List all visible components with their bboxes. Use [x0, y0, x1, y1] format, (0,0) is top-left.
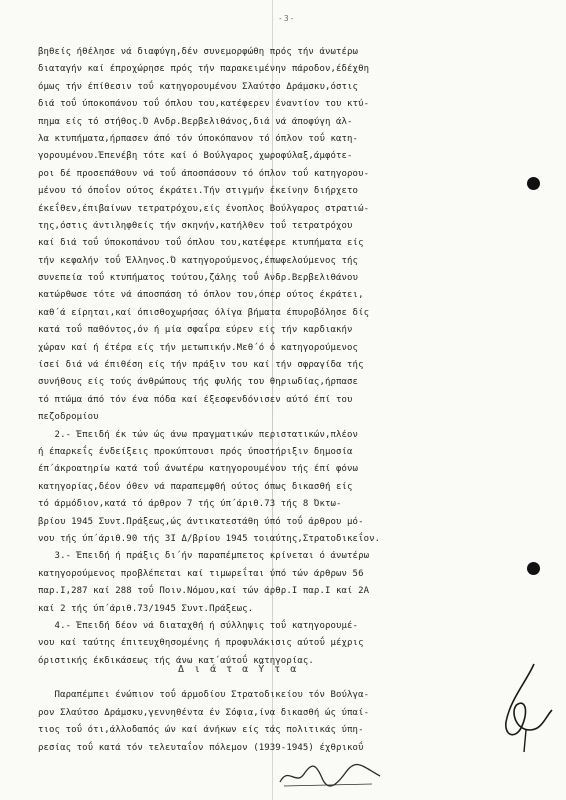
text-line: νου καί ταύτης έπιτευχθησομένης ή προφυλάκισις αύτοΰ μέχρις	[38, 638, 364, 649]
punch-hole	[527, 562, 540, 575]
text-line: λα κτυπήματα,ήρπασεν άπό τόν ύποκόπανον τό όπλον τοΰ κατη-	[38, 133, 359, 144]
text-line: καί διά τοΰ ύποκοπάνου τοΰ όπλου του,κατέφερε κτυπήματα είς	[38, 238, 364, 249]
text-line: καί 2 τής ύπ΄άριθ.73/1945 Συντ.Πράξεως.	[38, 603, 254, 614]
text-line: της,όστις άντιληφθείς τήν σκηνήν,κατήλθεν τοΰ τετρατρόχου	[38, 220, 353, 231]
text-line: συνήθους είς τούς άνθρώπους τής φυλής του θηριωδίας,ήρπασε	[38, 377, 359, 388]
text-line: κατά τοΰ παθόντος,όν ή μία σφαΐρα εύρεν είς τήν καρδιακήν	[38, 325, 353, 336]
text-line: γορουμένου.Έπενέβη τότε καί ό Βούλγαρος χωροφύλαξ,άμφότε-	[38, 151, 353, 162]
text-line: χώραν καί ή έτέρα είς τήν μετωπικήν.Μεθ΄ό ό κατηγορούμενος	[38, 342, 359, 353]
text-line: τό άρμόδιον,κατά τό άρθρον 7 τής ύπ΄άριθ.73 τής 8 Όκτω-	[38, 499, 342, 510]
page-number: -3-	[278, 14, 296, 23]
text-line: νου τής ύπ΄άριθ.90 τής 3Ι Δ/βρίου 1945 τοιαύτης,Στρατοδικεΐον.	[38, 533, 381, 544]
text-line: ρον Σλαύτσο Δράμσκυ,γεννηθέντα έν Σόφια,ίνα δικασθή ώς ύπαί-	[38, 707, 370, 718]
text-line: μένου τό όποΐον ούτος έκράτει.Τήν στιγμήν έκείνην διήρχετο	[38, 186, 359, 197]
text-line: 2.- Έπειδή έκ τών ώς άνω πραγματικών περιστατικών,πλέον	[38, 429, 359, 440]
text-line: παρ.Ι,287 καί 288 τοΰ Ποιν.Νόμου,καί τών άρθρ.Ι παρ.Ι καί 2Α	[38, 586, 370, 597]
text-line: όριστικής έκδικάσεως τής άνω κατ΄αύτοΰ κατηγορίας.	[38, 655, 314, 666]
text-line: έκεΐθεν,έπιβαίνων τετρατρόχου,είς ένοπλος Βούλγαρος στρατιώ-	[38, 203, 370, 214]
text-line: πημα είς τό στήθος.Ό Ανδρ.Βερβελιθάνος,διά νά άποφύγη άλ-	[38, 116, 353, 127]
text-line: κατηγορούμενος προβλέπεται καί τιμωρεΐται ύπό τών άρθρων 56	[38, 568, 364, 579]
text-line: 3.- Έπειδή ή πράξις δι΄ήν παραπέμπετος κρίνεται ό άνωτέρω	[38, 551, 370, 562]
text-line: καθ΄ά είρηται,καί όπισθοχωρήσας όλίγα βήματα έπυροβόλησε δίς	[38, 307, 370, 318]
text-line: κατώρθωσε τότε νά άποσπάση τό όπλον του,όπερ ούτος έκράτει,	[38, 290, 364, 301]
body-text	[38, 44, 508, 757]
text-line: ή έπαρκεΐς ένδείξεις προκύπτουσι πρός ύποστήριξιν δημοσία	[38, 446, 353, 457]
punch-hole	[527, 177, 540, 190]
text-line: πεζοδρομίου	[38, 412, 99, 423]
text-line: ίσεί διά νά έπιθέση είς τήν πράξιν του καί τήν σφραγίδα τής	[38, 360, 364, 371]
text-line: συνεπεία τοΰ κτυπήματος τούτου,ζάλης τοΰ Ανδρ.Βερβελιθάνου	[38, 273, 359, 284]
text-line: Παραπέμπει ένώπιον τοΰ άρμοδίου Στρατοδικείου τόν Βούλγα-	[38, 690, 370, 701]
section-marker: Δ ι ά τ α Ϋ τ α	[178, 664, 299, 675]
text-line: διαταγήν καί έπροχώρησε πρός τήν παρακειμένην πάροδον,έδέχθη	[38, 64, 370, 75]
signature	[496, 660, 558, 760]
text-line: ρεσίας τοΰ κατά τόν τελευταΐον πόλεμον (1939-1945) έχθρικοΰ	[38, 742, 364, 753]
text-line: 4.- Έπειδή δέον νά διαταχθή ή σύλληψις τοΰ κατηγορουμέ-	[38, 620, 359, 631]
text-line: διά τοΰ ύποκοπάνου τοΰ όπλου του,κατέφερεν έναντίον του κτύ-	[38, 99, 370, 110]
text-line: τιος τοΰ ότι,άλλοδαπός ών καί άνήκων είς τάς πολιτικάς ύπη-	[38, 725, 364, 736]
text-line: έπ΄άκροατηρίω κατά τοΰ άνωτέρω κατηγορουμένου τής έπί φόνω	[38, 464, 359, 475]
text-line: βηθείς ήθέλησε νά διαφύγη,δέν συνεμορφώθη πρός τήν άνωτέρω	[38, 47, 359, 57]
signature	[276, 756, 386, 794]
text-line: ροι δέ προσεπάθουν νά τοΰ άποσπάσουν τό όπλον τοΰ κατηγορου-	[38, 168, 370, 179]
text-line: όμως τήν έπίθεσιν τοΰ κατηγορουμένου Σλαύτσο Δράμσκυ,όστις	[38, 81, 359, 92]
text-line: κατηγορίας,δέον όθεν νά παραπεμφθή ούτος όπως δικασθή είς	[38, 481, 353, 492]
text-line: τό πτώμα άπό τόν ένα πόδα καί έξεσφενδόνισεν αύτό έπί του	[38, 394, 353, 405]
text-line: τήν κεφαλήν τοΰ Έλληνος.Ό κατηγορούμενος,έπωφελούμενος τής	[38, 255, 359, 266]
text-line: βρίου 1945 Συντ.Πράξεως,ώς άντικατεστάθη ύπό τοΰ άρθρου μό-	[38, 516, 364, 527]
